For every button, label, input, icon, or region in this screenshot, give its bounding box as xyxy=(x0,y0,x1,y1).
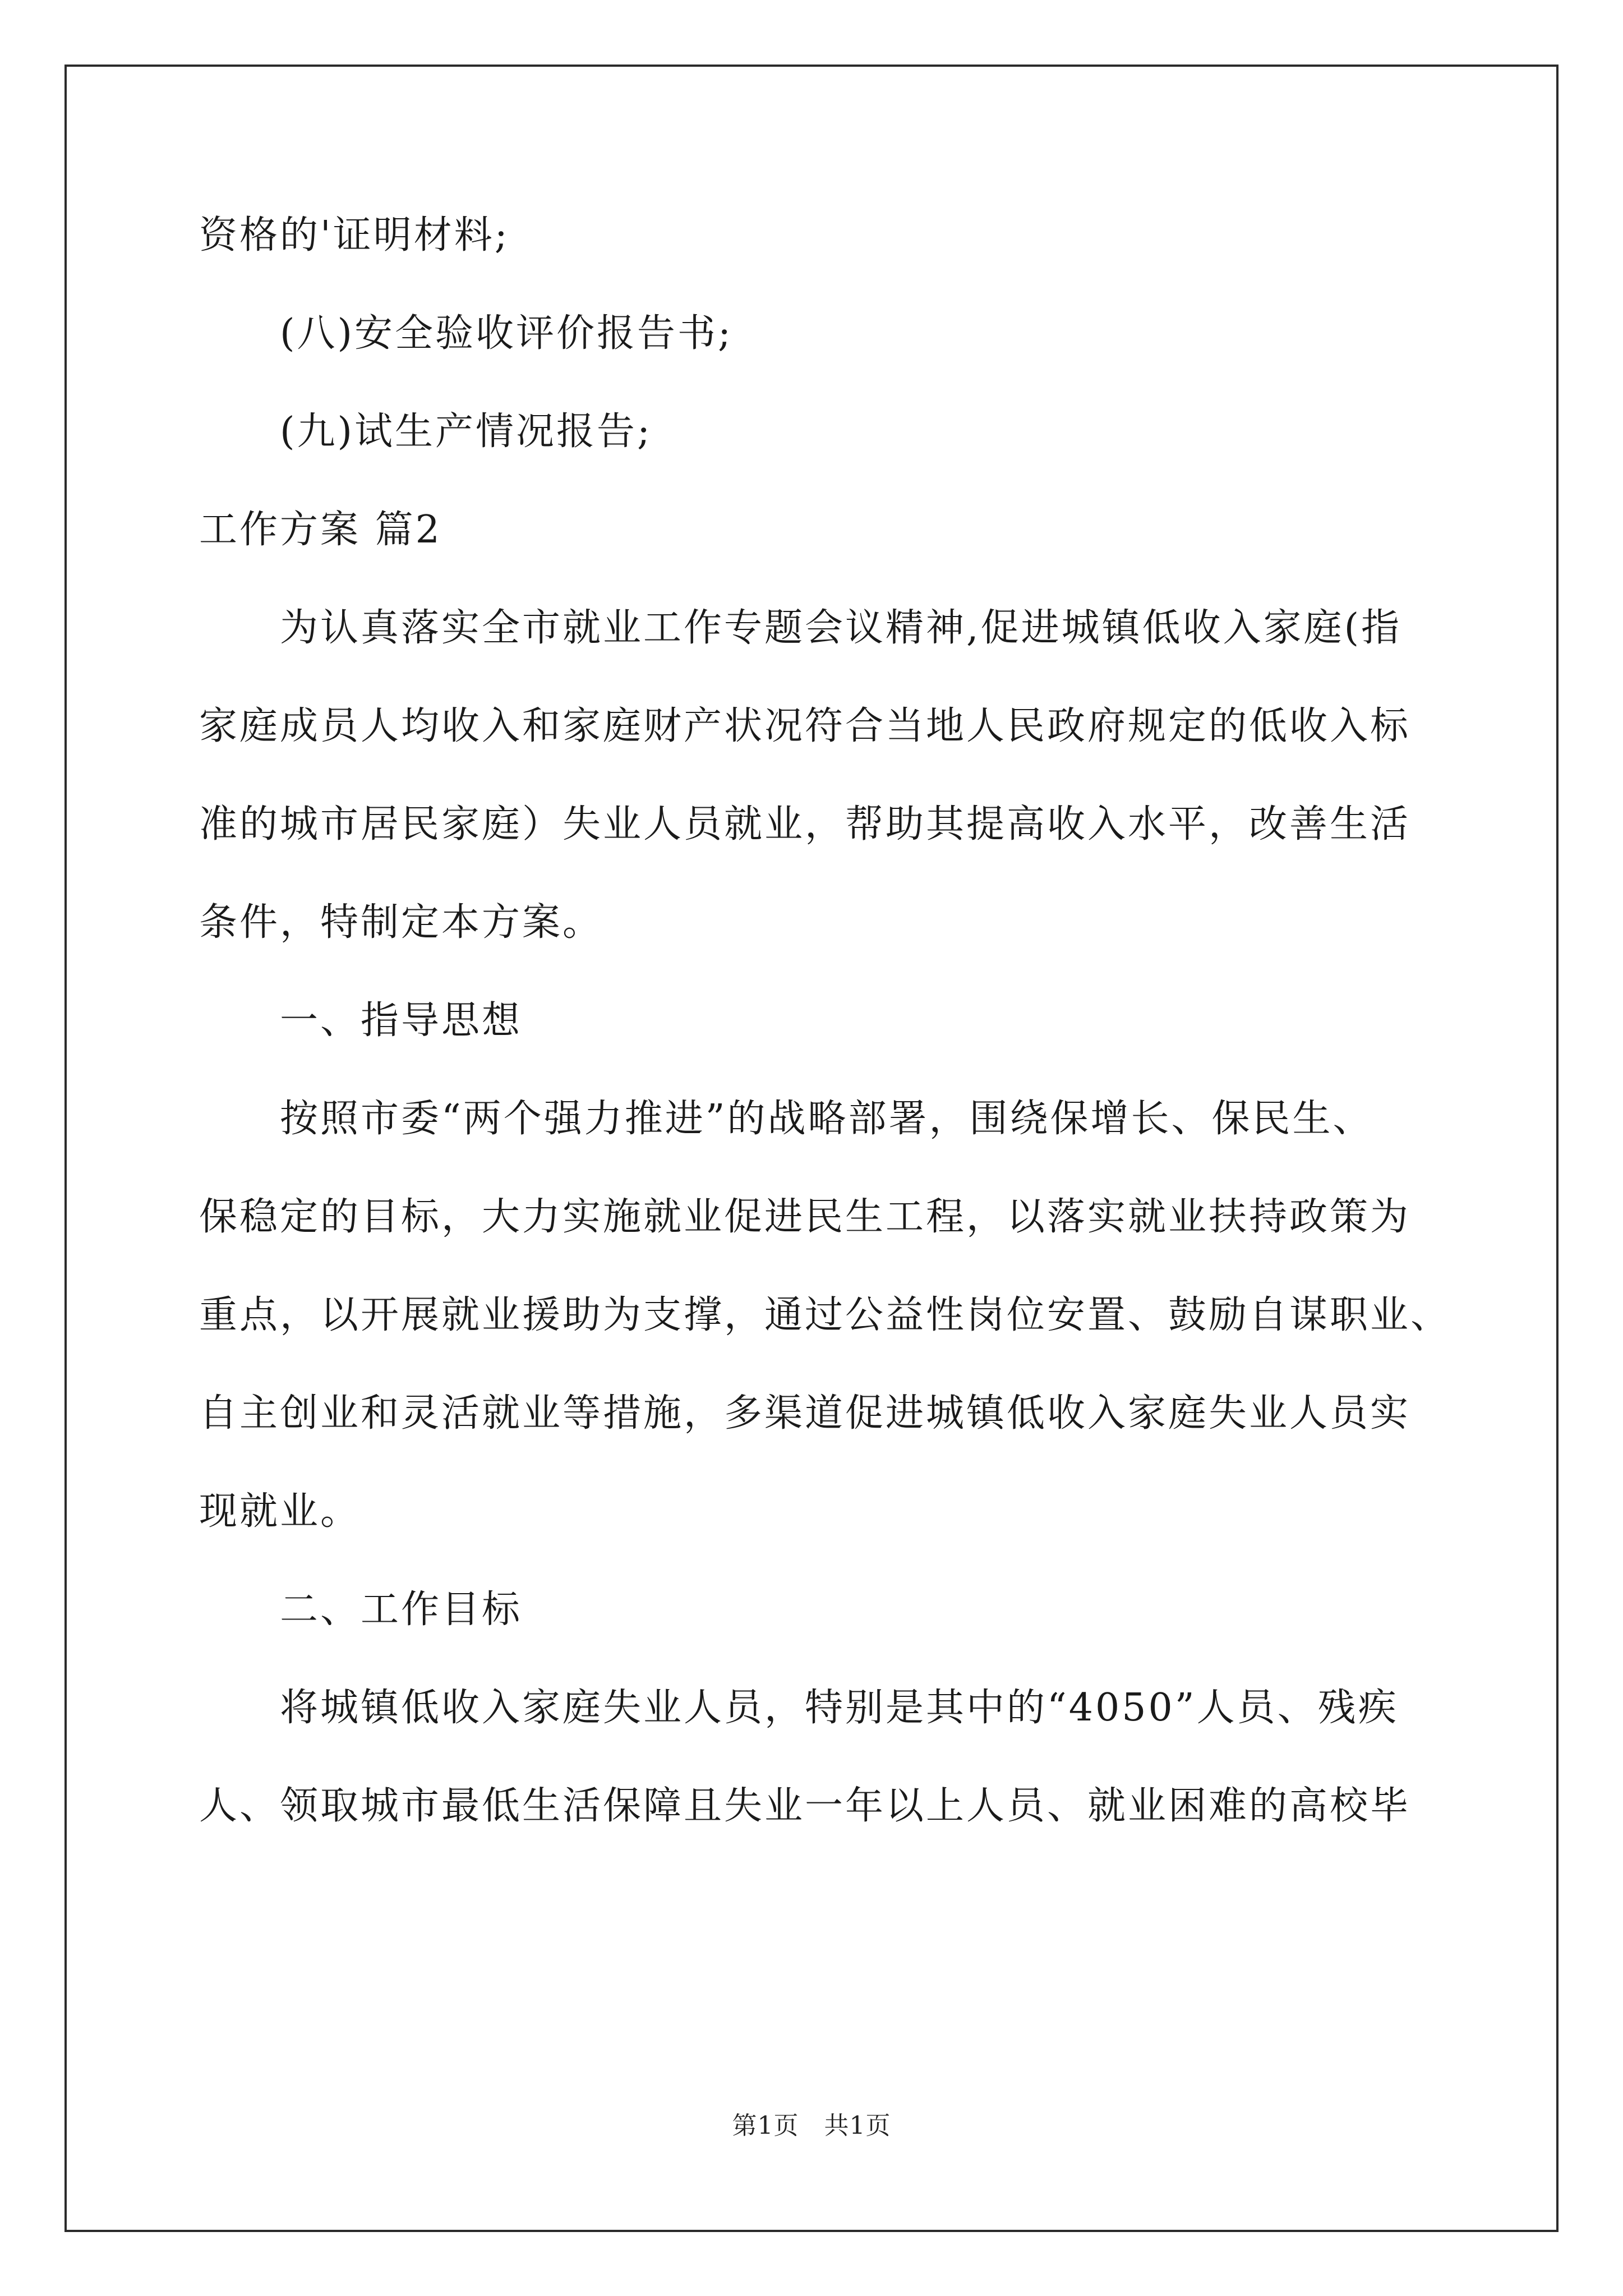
list-item-8: (八)安全验收评价报告书; xyxy=(280,311,733,356)
page-footer: 第1页 共1页 xyxy=(732,2111,891,2140)
paragraph-line: 自主创业和灵活就业等措施，多渠道促进城镇低收入家庭失业人员实 xyxy=(199,1391,1411,1435)
section-heading: 工作方案 篇2 xyxy=(199,508,442,552)
text-line: 资格的'证明材料; xyxy=(199,213,510,257)
paragraph-line: 家庭成员人均收入和家庭财产状况符合当地人民政府规定的低收入标 xyxy=(199,704,1411,748)
paragraph-line: 将城镇低收入家庭失业人员，特别是其中的“4050”人员、残疾 xyxy=(280,1686,1399,1730)
paragraph-line: 条件，特制定本方案。 xyxy=(199,900,603,945)
paragraph-line: 重点，以开展就业援助为支撑，通过公益性岗位安置、鼓励自谋职业、 xyxy=(199,1293,1451,1337)
page-border xyxy=(64,65,1559,2232)
paragraph-line: 准的城市居民家庭）失业人员就业，帮助其提高收入水平，改善生活 xyxy=(199,802,1411,846)
paragraph-line: 按照市委“两个强力推进”的战略部署，围绕保增长、保民生、 xyxy=(280,1097,1373,1141)
subheading-guiding-ideology: 一、指导思想 xyxy=(280,999,523,1043)
paragraph-line: 人、领取城市最低生活保障且失业一年以上人员、就业困难的高校毕 xyxy=(199,1784,1411,1828)
paragraph-line: 保稳定的目标，大力实施就业促进民生工程，以落实就业扶持政策为 xyxy=(199,1195,1411,1239)
list-item-9: (九)试生产情况报告; xyxy=(280,409,652,454)
paragraph-line: 为认真落实全市就业工作专题会议精神,促进城镇低收入家庭(指 xyxy=(280,606,1402,650)
subheading-work-goals: 二、工作目标 xyxy=(280,1588,523,1632)
paragraph-line: 现就业。 xyxy=(199,1489,361,1534)
